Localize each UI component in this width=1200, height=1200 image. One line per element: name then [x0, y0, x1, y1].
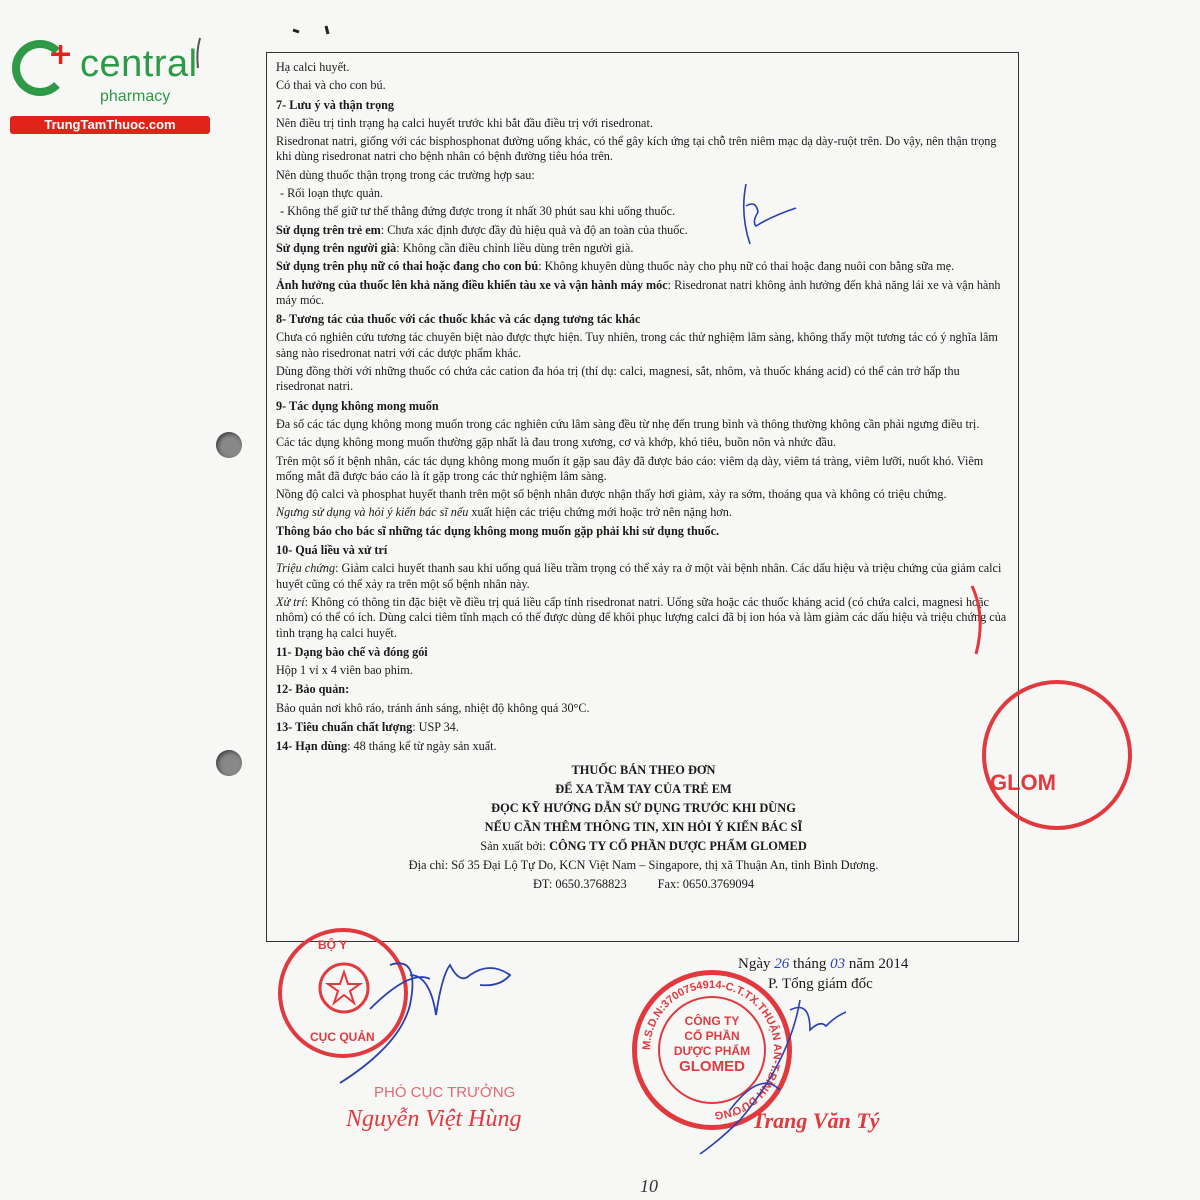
bullet-item: - Không thể giữ tư thế thẳng đứng được trong ít nhất 30 phút sau khi uống thuốc. [280, 204, 676, 219]
section-8-heading: 8- Tương tác của thuốc với các thuốc khác và các dạng tương tác khác [276, 312, 641, 327]
signer-title: P. Tổng giám đốc [768, 976, 873, 992]
notice-line: ĐỂ XA TẦM TAY CỦA TRẺ EM [555, 781, 732, 796]
paragraph [276, 223, 1011, 238]
section-7-heading: 7- Lưu ý và thận trọng [276, 97, 395, 112]
paragraph: Dùng đồng thời với những thuốc có chứa các cation đa hóa trị (thí dụ: calci, magnesi, sắt, nhôm, và thuốc kháng acid) có thể cản trở hấp thu risedronat natri. [276, 364, 960, 394]
notice-line: ĐỌC KỸ HƯỚNG DẪN SỬ DỤNG TRƯỚC KHI DÙNG [491, 800, 796, 815]
text: xuất hiện các triệu chứng mới hoặc trở nên nặng hơn. [468, 505, 732, 520]
text: : USP 34. [412, 719, 459, 734]
date-month: 03 [830, 956, 846, 972]
mfr-label: Sản xuất bởi: [480, 838, 550, 853]
edge-red-arc [962, 580, 992, 660]
date-day: 26 [774, 956, 790, 972]
manufacturer [276, 837, 1011, 856]
notice-line: THUỐC BÁN THEO ĐƠN [571, 762, 716, 777]
initial-signature [728, 176, 808, 256]
label: Sử dụng trên trẻ em [276, 222, 381, 237]
section-14 [276, 739, 1011, 754]
left-signature [330, 945, 550, 1085]
date-year: năm 2014 [845, 956, 909, 972]
contact [276, 875, 1011, 894]
paragraph: Bảo quản nơi khô ráo, tránh ánh sáng, nhiệt độ không quá 30°C. [276, 700, 590, 715]
text: : Không khuyên dùng thuốc này cho phụ nữ có thai hoặc đang nuôi con bằng sữa mẹ. [538, 259, 955, 274]
label: 13- Tiêu chuẩn chất lượng [276, 719, 413, 734]
cross-icon: + [48, 37, 74, 72]
footer-notices [276, 761, 1011, 894]
text: : Risedronat natri không ảnh hưởng đến khả năng lái xe và vận hành máy móc. [276, 277, 1001, 307]
stamp-line: CÔNG TY [684, 1014, 740, 1028]
date-month-label: tháng [789, 956, 831, 972]
section-11-heading: 11- Dạng bào chế và đóng gói [276, 644, 428, 659]
logo-name: central [80, 43, 198, 85]
paragraph: Đa số các tác dụng không mong muốn trong các nghiên cứu lâm sàng đều từ nhẹ đến trung bình và thông thường không cần phải ngưng điều trị. [276, 416, 980, 431]
paragraph: Nên điều trị tình trạng hạ calci huyết trước khi bắt đầu điều trị với risedronat. [276, 115, 653, 130]
text: : Giảm calci huyết thanh sau khi uống quá liều trầm trọng có thể xảy ra ở một vài bệnh nhân. Các dấu hiệu và triệu chứng của giảm calci huyết cũng có thể xảy ra trên một số bệnh nhân này. [276, 561, 1002, 591]
section-10-heading: 10- Quá liều và xử trí [276, 543, 388, 558]
punch-hole-top [216, 432, 242, 458]
section-12-heading [276, 682, 1011, 697]
paragraph: Các tác dụng không mong muốn thường gặp nhất là đau trong xương, cơ và khớp, khó tiêu, buồn nôn và nhức đầu. [276, 435, 837, 450]
italic-text: Ngưng sử dụng và hỏi ý kiến bác sĩ nếu [276, 505, 469, 520]
paragraph: Chưa có nghiên cứu tương tác chuyên biệt nào được thực hiện. Tuy nhiên, trong các thử nghiệm lâm sàng, không thấy một tương tác có ý nghĩa lâm sàng nào risedronat natri với các dược phẩm khác. [276, 330, 998, 360]
label: Sử dụng trên người già [276, 240, 397, 255]
text: : 48 tháng kể từ ngày sản xuất. [347, 739, 497, 754]
label: Triệu chứng [276, 561, 336, 576]
paragraph [276, 595, 1011, 641]
label: Sử dụng trên phụ nữ có thai hoặc đang cho con bú [276, 259, 539, 274]
paragraph: Trên một số ít bệnh nhân, các tác dụng không mong muốn ít gặp sau đây đã được báo cáo: viêm dạ dày, viêm tá tràng, viêm lưỡi, nuốt khó. Viêm mống mắt đã được báo cáo là ít gặp trong các thử nghiệm lâm sàng. [276, 453, 984, 483]
logo-subtitle: pharmacy [100, 88, 171, 105]
page-number: 10 [640, 1176, 658, 1196]
logo-website: TrungTamThuoc.com [10, 116, 210, 134]
label: 14- Hạn dùng [276, 739, 348, 754]
stamp-line: DƯỢC PHẨM [673, 1044, 751, 1058]
section-13 [276, 720, 1011, 735]
edge-stamp [982, 680, 1132, 830]
punch-hole-bottom [216, 750, 242, 776]
text: : Chưa xác định được đầy đủ hiệu quả và độ an toàn của thuốc. [380, 222, 688, 237]
text-line: Hạ calci huyết. [276, 60, 350, 74]
fax: Fax: 0650.3769094 [657, 876, 755, 891]
label: Ảnh hưởng của thuốc lên khả năng điều khiển tàu xe và vận hành máy móc [276, 277, 668, 292]
phone: ĐT: 0650.3768823 [532, 876, 627, 891]
company-stamp-ring-text: M.S.D.N:3700754914-C.T.TX.THUẬN AN-T.BÌNH DƯƠNG [640, 978, 784, 1122]
document-body [276, 60, 1011, 894]
paragraph [276, 505, 1011, 520]
heading-colon: : [345, 682, 350, 697]
text: : Không cần điều chỉnh liều dùng trên người già. [396, 240, 634, 255]
mfr-name: CÔNG TY CỔ PHẦN DƯỢC PHẨM GLOMED [549, 838, 807, 853]
paragraph [276, 241, 1011, 256]
paragraph: Nên dùng thuốc thận trọng trong các trường hợp sau: [276, 167, 535, 182]
paragraph [276, 278, 1011, 309]
stamp-line: GLOMED [679, 1058, 745, 1075]
stamp-line: CỔ PHẦN [684, 1029, 740, 1043]
date-prefix: Ngày [738, 956, 775, 972]
section-9-heading: 9- Tác dụng không mong muốn [276, 398, 439, 413]
left-official-title: PHÓ CỤC TRƯỞNG [374, 1084, 516, 1101]
ministry-stamp-text: CỤC QUẢN [310, 1030, 375, 1044]
label: Xử trí [276, 594, 305, 609]
heading-text: 12- Bảo quản [276, 682, 346, 697]
text-line: Có thai và cho con bú. [276, 78, 386, 93]
paragraph: Risedronat natri, giống với các bisphosphonat đường uống khác, có thể gây kích ứng tại chỗ trên niêm mạc dạ dày-ruột trên. Do vậy, nên thận trọng khi dùng risedronat natri cho bệnh nhân có bệnh đường tiêu hóa trên. [276, 134, 997, 164]
address: Địa chỉ: Số 35 Đại Lộ Tự Do, KCN Việt Nam – Singapore, thị xã Thuận An, tỉnh Bình Dương. [408, 857, 879, 872]
paragraph: Hộp 1 vỉ x 4 viên bao phim. [276, 663, 413, 678]
paragraph [276, 259, 1011, 274]
bullet-item: - Rối loạn thực quản. [280, 186, 384, 201]
right-signer-name: Trang Văn Tý [752, 1108, 880, 1133]
edge-stamp-text: GLOM [990, 770, 1056, 795]
paragraph: Thông báo cho bác sĩ những tác dụng không mong muốn gặp phải khi sử dụng thuốc. [276, 523, 720, 538]
notice-line: NẾU CẦN THÊM THÔNG TIN, XIN HỎI Ý KIẾN BÁC SĨ [484, 819, 803, 834]
ministry-stamp-top: BỘ Y [318, 938, 348, 952]
right-signature [690, 990, 870, 1160]
paragraph: Nồng độ calci và phosphat huyết thanh trên một số bệnh nhân được nhận thấy hơi giảm, xảy ra sớm, thoáng qua và không có triệu chứng. [276, 487, 947, 502]
left-official-name: Nguyễn Việt Hùng [346, 1106, 522, 1132]
text: : Không có thông tin đặc biệt về điều trị quá liều cấp tính risedronat natri. Uống sữa hoặc các thuốc kháng acid (có chứa calci, magnesi hoặc nhôm) có thể có ích. Dùng calci tiêm tĩnh mạch có thể được dùng để khôi phục lượng calci đã bị ion hóa và làm giảm các dấu hiệu và triệu chứng của tình trạng hạ calci huyết. [276, 594, 1007, 640]
paragraph [276, 561, 1011, 592]
